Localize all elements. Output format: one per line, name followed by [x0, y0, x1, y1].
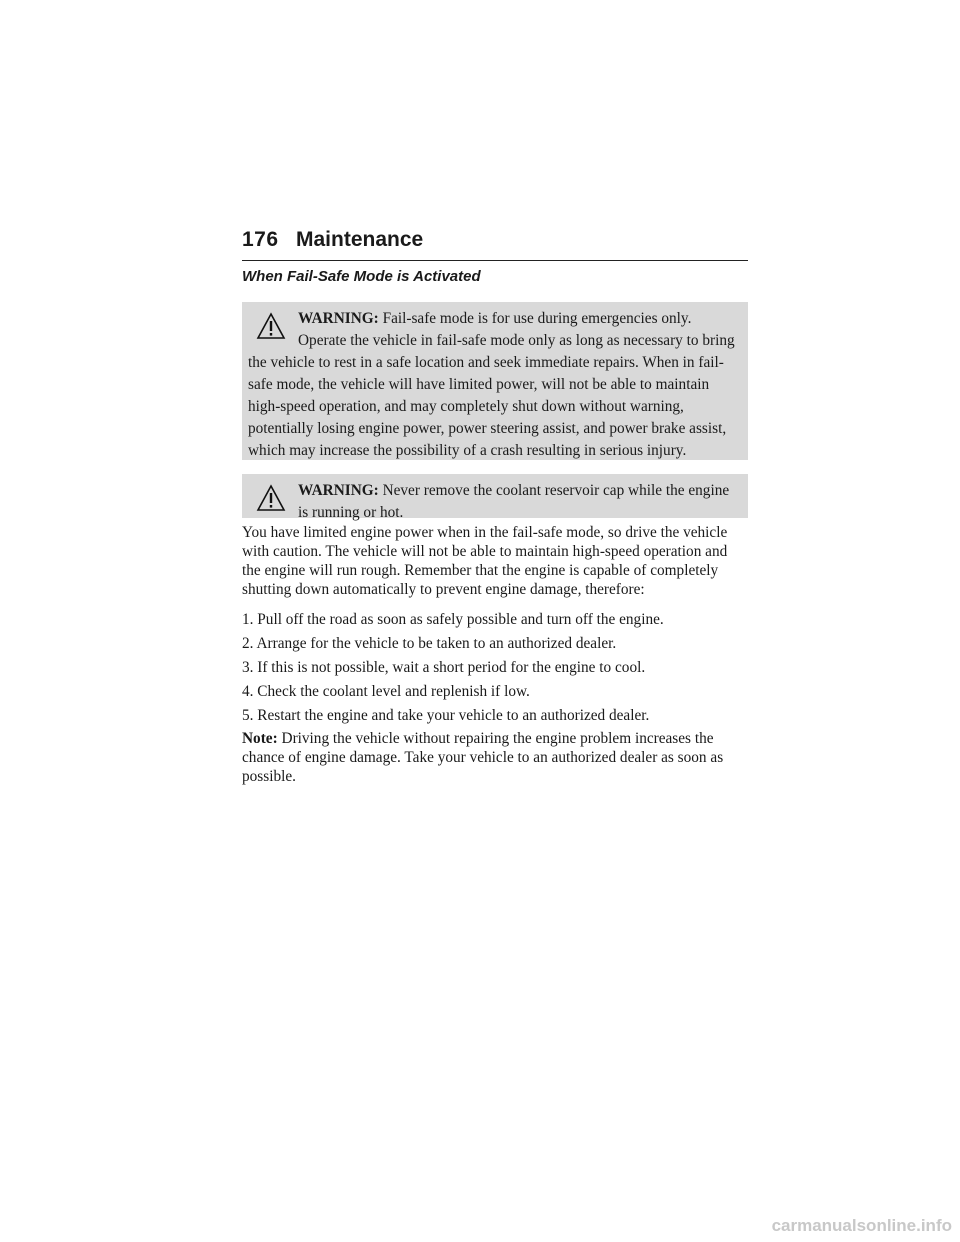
intro-paragraph: You have limited engine power when in the fail-safe mode, so drive the vehicle with caution. The vehicle will not be able to maintain high-speed operation and the engine will run rough. Remember that the engine is capable of completely shutting down automatically to prevent engine damage, therefore:	[242, 524, 728, 598]
list-item: 4. Check the coolant level and replenish if low.	[242, 683, 530, 700]
warning-text: Never remove the coolant reservoir cap while the engine is running or hot.	[298, 482, 730, 521]
chapter-title: Maintenance	[296, 228, 424, 251]
note-paragraph	[242, 729, 748, 786]
list-item: 5. Restart the engine and take your vehicle to an authorized dealer.	[242, 707, 650, 724]
note-text: Driving the vehicle without repairing the engine problem increases the chance of engine damage. Take your vehicle to an authorized dealer as soon as possible.	[242, 730, 724, 785]
section-title: When Fail-Safe Mode is Activated	[242, 268, 481, 285]
warning-text: Fail-safe mode is for use during emergencies only. Operate the vehicle in fail-safe mode only as long as necessary to bring the vehicle to rest in a safe location and seek immediate repairs. When in fail-safe mode, the vehicle will have limited power, will not be able to maintain high-speed operation, and may completely shut down without warning, potentially losing engine power, power steering assist, and power brake assist, which may increase the possibility of a crash resulting in serious injury.	[248, 310, 735, 459]
warning-label: WARNING:	[298, 482, 379, 499]
warning-box	[242, 474, 748, 521]
page-number: 176	[242, 228, 279, 251]
page-header	[242, 228, 748, 261]
warning-label: WARNING:	[298, 310, 379, 327]
warning-box	[242, 302, 748, 460]
list-item: 3. If this is not possible, wait a short period for the engine to cool.	[242, 659, 646, 676]
list-item: 2. Arrange for the vehicle to be taken to an authorized dealer.	[242, 635, 617, 652]
warning-triangle-icon	[256, 312, 286, 340]
warning-triangle-icon	[256, 484, 286, 512]
note-label: Note:	[242, 730, 278, 747]
list-item: 1. Pull off the road as soon as safely possible and turn off the engine.	[242, 611, 664, 628]
watermark: carmanualsonline.info	[771, 1216, 952, 1235]
steps-list	[242, 610, 748, 730]
